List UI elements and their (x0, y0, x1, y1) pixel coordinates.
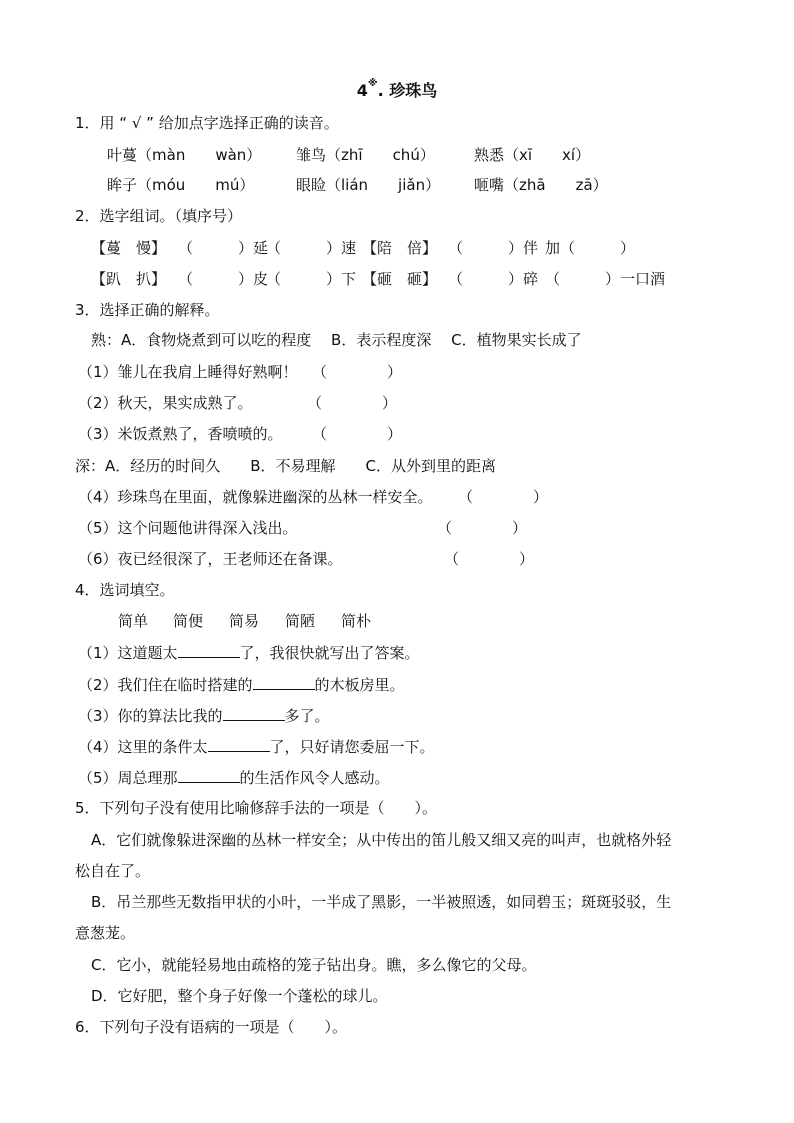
q4-item: （5）周总理那 的生活作风令人感动。 (78, 769, 390, 787)
q3-item: （1）雏儿在我肩上睡得好熟啊！ (78, 363, 298, 381)
q2-group: 【砸 砸】 (362, 270, 438, 288)
q5-option-a-cont: 松自在了。 (75, 862, 151, 880)
q2-blank: 加（ ） (545, 239, 636, 257)
q3-definition: 熟：A．食物烧煮到可以吃的程度 B．表示程度深 C．植物果实长成了 (91, 331, 582, 349)
q4-stem: 4．选词填空。 (75, 581, 175, 599)
title-number: 4 (356, 81, 368, 100)
q5-option-b-cont: 意葱茏。 (75, 924, 136, 942)
fill-blank[interactable] (178, 642, 240, 658)
q2-group: 【陪 倍】 (362, 239, 438, 257)
page-title (0, 78, 794, 101)
q3-answer: （ ） (437, 519, 528, 537)
q2-stem: 2．选字组词。（填序号） (75, 207, 243, 225)
q3-item: （5）这个问题他讲得深入浅出。 (78, 519, 298, 537)
q1-item: 眼睑（lián jiǎn） (296, 176, 441, 194)
fill-blank[interactable] (208, 736, 270, 752)
q5-option-c: C．它小，就能轻易地由疏格的笼子钻出身。瞧，多么像它的父母。 (91, 956, 537, 974)
q5-option-a: A．它们就像躲进深幽的丛林一样安全；从中传出的笛儿般又细又亮的叫声，也就格外轻 (91, 831, 672, 849)
q3-answer: （ ） (312, 363, 403, 381)
q3-definition: 深：A．经历的时间久 B．不易理解 C．从外到里的距离 (75, 457, 497, 475)
q4-word: 简便 (173, 612, 204, 630)
q4-word: 简陋 (285, 612, 316, 630)
q3-answer: （ ） (458, 488, 549, 506)
q4-item: （1）这道题太 了，我很快就写出了答案。 (78, 644, 420, 662)
q2-blank: （ ）一口酒 (545, 270, 666, 288)
title-mark: ※ (367, 78, 378, 89)
fill-blank[interactable] (223, 705, 285, 721)
q1-item: 咂嘴（zhā zā） (474, 176, 608, 194)
q5-stem: 5．下列句子没有使用比喻修辞手法的一项是（ ）。 (75, 799, 438, 817)
q4-word: 简朴 (341, 612, 372, 630)
q2-blank: （ ）伴 (448, 239, 539, 257)
q1-item: 眸子（móu mú） (107, 176, 255, 194)
q3-item: （2）秋天，果实成熟了。 (78, 394, 253, 412)
q2-blank: （ ）延 (178, 239, 269, 257)
q4-item: （4）这里的条件太 了，只好请您委屈一下。 (78, 738, 435, 756)
q2-group: 【趴 扒】 (91, 270, 167, 288)
q5-option-b: B．吊兰那些无数指甲状的小叶，一半成了黑影，一半被照透，如同碧玉；斑斑驳驳，生 (91, 893, 672, 911)
title-text: . 珍珠鸟 (377, 81, 438, 100)
q2-blank: （ ）下 (266, 270, 357, 288)
q3-answer: （ ） (307, 394, 398, 412)
q2-blank: （ ）速 (266, 239, 357, 257)
q2-group: 【蔓 慢】 (91, 239, 167, 257)
q3-item: （3）米饭煮熟了，香喷喷的。 (78, 425, 283, 443)
q4-word: 简单 (118, 612, 149, 630)
fill-blank[interactable] (178, 767, 240, 783)
q3-item: （4）珍珠鸟在里面，就像躲进幽深的丛林一样安全。 (78, 488, 433, 506)
q6-stem: 6．下列句子没有语病的一项是（ ）。 (75, 1018, 348, 1036)
q3-item: （6）夜已经很深了，王老师还在备课。 (78, 550, 343, 568)
q4-item: （3）你的算法比我的 多了。 (78, 707, 330, 725)
q1-item: 雏鸟（zhī chú） (296, 146, 435, 164)
q4-item: （2）我们住在临时搭建的 的木板房里。 (78, 676, 405, 694)
q2-blank: （ ）皮 (178, 270, 269, 288)
q1-stem: 1．用 “ √ ” 给加点字选择正确的读音。 (75, 114, 339, 132)
q1-item: 叶蔓（màn wàn） (107, 146, 262, 164)
q4-word: 简易 (229, 612, 260, 630)
q3-answer: （ ） (444, 550, 535, 568)
fill-blank[interactable] (253, 674, 315, 690)
q3-stem: 3．选择正确的解释。 (75, 301, 220, 319)
q3-answer: （ ） (312, 425, 403, 443)
q2-blank: （ ）碎 (448, 270, 539, 288)
q1-item: 熟悉（xī xí） (474, 146, 591, 164)
q5-option-d: D．它好肥，整个身子好像一个蓬松的球儿。 (91, 987, 388, 1005)
